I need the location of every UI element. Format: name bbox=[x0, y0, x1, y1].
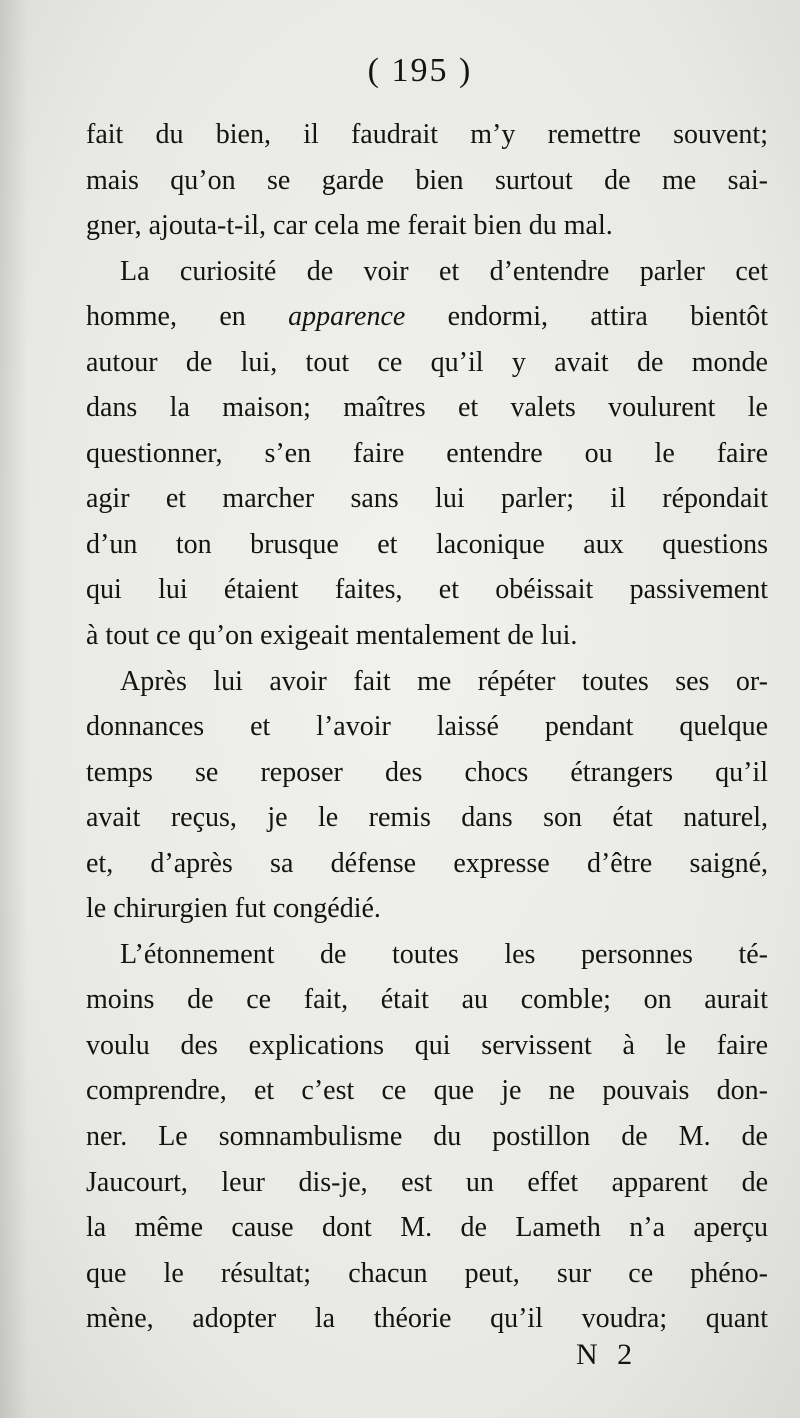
body-text bbox=[86, 112, 768, 1342]
text-segment: endormi, attira bientôt bbox=[405, 301, 768, 333]
text-line: gner, ajouta-t-il, car cela me ferait bien du mal. bbox=[86, 210, 613, 242]
text-line: questionner, s’en faire entendre ou le faire bbox=[86, 437, 768, 469]
text-line: avait reçus, je le remis dans son état naturel, bbox=[86, 802, 768, 834]
text-line: le chirurgien fut congédié. bbox=[86, 893, 381, 925]
gutter-shadow bbox=[0, 0, 28, 1418]
text-line: agir et marcher sans lui parler; il répondait bbox=[86, 483, 768, 515]
text-line-with-italic bbox=[86, 294, 768, 340]
text-line: mène, adopter la théorie qu’il voudra; quant bbox=[86, 1303, 768, 1335]
text-line: voulu des explications qui servissent à le faire bbox=[86, 1029, 768, 1061]
text-line: temps se reposer des chocs étrangers qu’il bbox=[86, 756, 768, 788]
text-line: comprendre, et c’est ce que je ne pouvais don- bbox=[86, 1075, 768, 1107]
signature-mark: N 2 bbox=[576, 1338, 639, 1371]
text-line: mais qu’on se garde bien surtout de me sai- bbox=[86, 164, 768, 196]
text-line: autour de lui, tout ce qu’il y avait de monde bbox=[86, 346, 768, 378]
text-segment: homme, en bbox=[86, 301, 289, 333]
text-line: la même cause dont M. de Lameth n’a aperçu bbox=[86, 1212, 768, 1244]
text-line: qui lui étaient faites, et obéissait passivement bbox=[86, 574, 768, 606]
text-line: Jaucourt, leur dis-je, est un effet apparent de bbox=[86, 1166, 768, 1198]
text-line: ner. Le somnambulisme du postillon de M. de bbox=[86, 1121, 768, 1153]
page-number: ( 195 ) bbox=[367, 52, 473, 89]
italic-word: apparence bbox=[288, 301, 406, 333]
text-line: d’un ton brusque et laconique aux questions bbox=[86, 528, 768, 560]
text-line: moins de ce fait, était au comble; on aurait bbox=[86, 984, 768, 1016]
text-line: dans la maison; maîtres et valets voulurent le bbox=[86, 392, 768, 424]
text-line: fait du bien, il faudrait m’y remettre souvent; bbox=[86, 119, 768, 150]
paragraph-start-line: L’étonnement de toutes les personnes té- bbox=[120, 938, 768, 970]
text-line: que le résultat; chacun peut, sur ce phéno- bbox=[86, 1257, 768, 1289]
text-line: donnances et l’avoir laissé pendant quelque bbox=[86, 711, 768, 743]
text-line: et, d’après sa défense expresse d’être saigné, bbox=[86, 847, 768, 879]
paragraph-start-line: La curiosité de voir et d’entendre parler cet bbox=[120, 255, 768, 287]
paragraph-start-line: Après lui avoir fait me répéter toutes ses or- bbox=[120, 665, 768, 697]
text-line: à tout ce qu’on exigeait mentalement de lui. bbox=[86, 620, 578, 652]
